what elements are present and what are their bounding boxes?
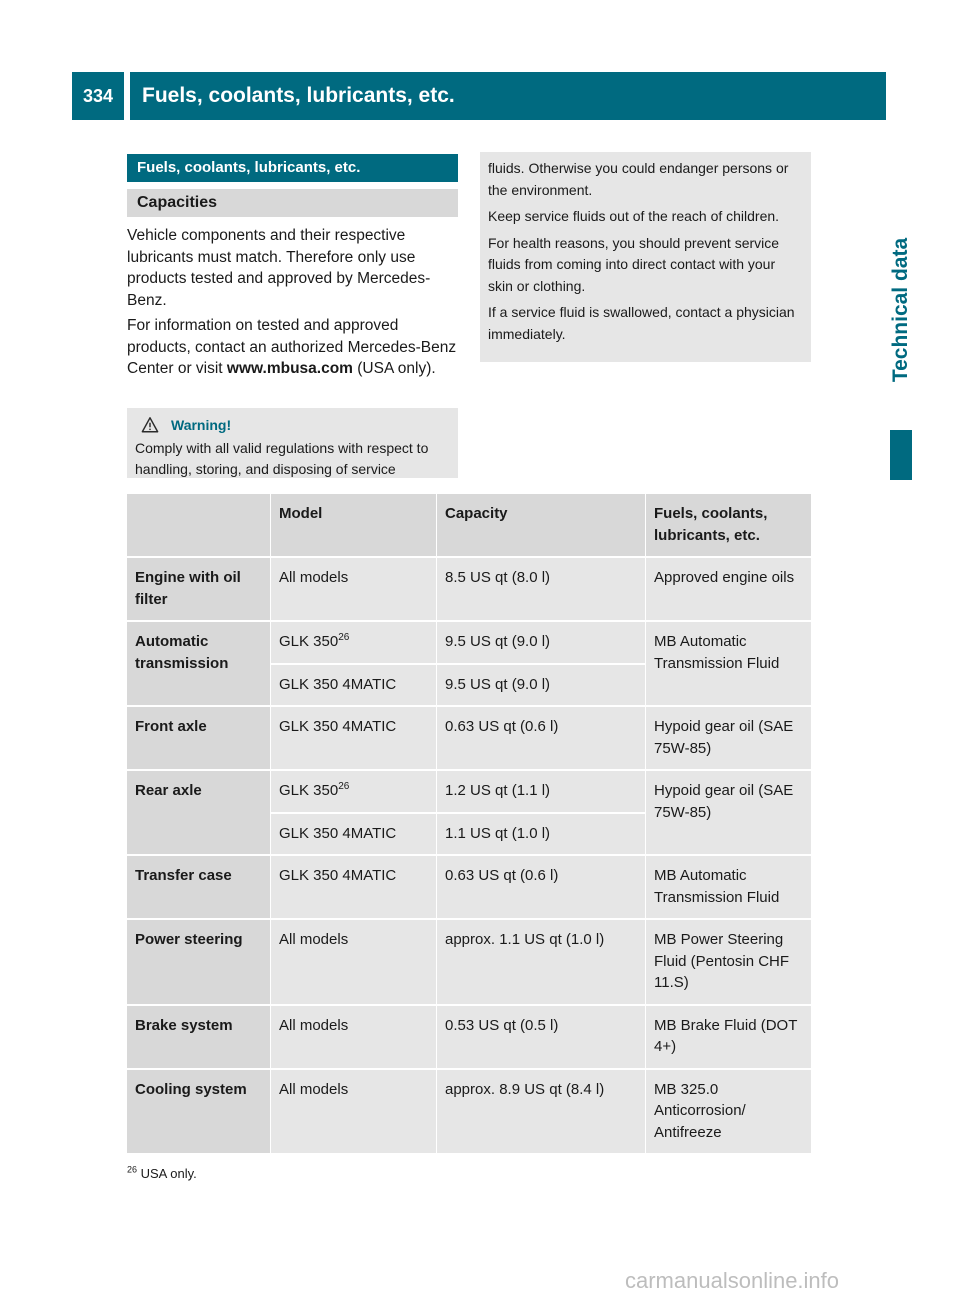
page-number: 334	[72, 72, 124, 120]
table-header-fluids: Fuels, coolants, lubricants, etc.	[645, 494, 811, 558]
side-tab	[890, 200, 912, 420]
model-cell: GLK 350 4MATIC	[270, 814, 436, 857]
model-cell: GLK 350 4MATIC	[270, 665, 436, 708]
capacity-cell: approx. 8.9 US qt (8.4 l)	[436, 1070, 645, 1156]
component-cell: Power steering	[127, 920, 270, 1006]
section-subtitle: Capacities	[127, 189, 458, 217]
capacity-cell: 0.63 US qt (0.6 l)	[436, 707, 645, 771]
intro-paragraph: Vehicle components and their respective lubricants must match. Therefore only use products tested and approved by Mercedes-Benz.	[127, 227, 431, 309]
table-header-model: Model	[270, 494, 436, 558]
footnote-ref: 26	[338, 632, 350, 643]
component-cell: Brake system	[127, 1006, 270, 1070]
warning-text: Comply with all valid regulations with respect to handling, storing, and disposing of service	[135, 440, 429, 477]
table-row	[127, 707, 811, 771]
warning-continuation-box	[480, 152, 811, 362]
footnote-text: USA only.	[137, 1166, 197, 1181]
warning-box	[127, 408, 458, 478]
component-cell: Automatic transmission	[127, 622, 270, 707]
warning-cont-p4: If a service fluid is swallowed, contact a physician immediately.	[488, 304, 795, 342]
capacity-cell: 0.53 US qt (0.5 l)	[436, 1006, 645, 1070]
model-cell: All models	[270, 558, 436, 622]
table-header-capacity: Capacity	[436, 494, 645, 558]
watermark: carmanualsonline.info	[625, 1268, 840, 1293]
component-cell: Rear axle	[127, 771, 270, 856]
model-cell	[270, 622, 436, 665]
info-paragraph	[127, 315, 460, 380]
capacity-cell: 0.63 US qt (0.6 l)	[436, 856, 645, 920]
table-row	[127, 558, 811, 622]
page-header-title: Fuels, coolants, lubricants, etc.	[130, 72, 886, 120]
fluid-cell: Hypoid gear oil (SAE 75W-85)	[645, 771, 811, 856]
capacities-table	[127, 494, 811, 1155]
side-tab-label: Technical data	[889, 237, 912, 383]
footnote-mark: 26	[127, 1164, 138, 1175]
side-tab-marker	[890, 430, 912, 480]
model-cell: All models	[270, 1006, 436, 1070]
capacity-cell: approx. 1.1 US qt (1.0 l)	[436, 920, 645, 1006]
fluid-cell: MB Brake Fluid (DOT 4+)	[645, 1006, 811, 1070]
fluid-cell: MB Power Steering Fluid (Pentosin CHF 11.S)	[645, 920, 811, 1006]
warning-cont-p2: Keep service fluids out of the reach of children.	[488, 208, 780, 224]
model-text: GLK 350	[279, 782, 339, 799]
model-cell: All models	[270, 920, 436, 1006]
table-row	[127, 771, 811, 814]
model-cell: GLK 350 4MATIC	[270, 707, 436, 771]
capacity-cell: 9.5 US qt (9.0 l)	[436, 622, 645, 665]
fluid-cell: MB 325.0 Anticorrosion/ Antifreeze	[645, 1070, 811, 1156]
model-cell: All models	[270, 1070, 436, 1156]
table-header-empty	[127, 494, 270, 558]
component-cell: Cooling system	[127, 1070, 270, 1156]
capacity-cell: 1.2 US qt (1.1 l)	[436, 771, 645, 814]
table-row	[127, 622, 811, 665]
warning-header	[141, 414, 450, 436]
fluid-cell: Hypoid gear oil (SAE 75W-85)	[645, 707, 811, 771]
capacity-cell: 1.1 US qt (1.0 l)	[436, 814, 645, 857]
capacity-cell: 8.5 US qt (8.0 l)	[436, 558, 645, 622]
footnote	[127, 1166, 197, 1181]
table-row	[127, 1070, 811, 1156]
warning-triangle-icon	[141, 416, 159, 434]
component-cell: Transfer case	[127, 856, 270, 920]
info-text-end: (USA only).	[352, 360, 436, 377]
website-link[interactable]: www.mbusa.com	[226, 360, 353, 377]
capacity-cell: 9.5 US qt (9.0 l)	[436, 665, 645, 708]
warning-cont-p1: fluids. Otherwise you could endanger persons or the environment.	[488, 160, 789, 198]
fluid-cell: Approved engine oils	[645, 558, 811, 622]
warning-cont-p3: For health reasons, you should prevent service fluids from coming into direct contact with your skin or clothing.	[488, 234, 780, 294]
footnote-ref: 26	[338, 781, 350, 792]
info-text: For information on tested and approved products, contact an authorized Mercedes-Benz Center or visit	[127, 317, 457, 377]
model-cell	[270, 771, 436, 814]
table-header-row	[127, 494, 811, 558]
fluid-cell: MB Automatic Transmission Fluid	[645, 856, 811, 920]
table-row	[127, 1006, 811, 1070]
component-cell: Front axle	[127, 707, 270, 771]
component-cell: Engine with oil filter	[127, 558, 270, 622]
table-row	[127, 856, 811, 920]
table-row	[127, 920, 811, 1006]
model-cell: GLK 350 4MATIC	[270, 856, 436, 920]
section-title: Fuels, coolants, lubricants, etc.	[127, 154, 458, 182]
warning-title: Warning!	[171, 417, 232, 433]
model-text: GLK 350	[279, 633, 339, 650]
fluid-cell: MB Automatic Transmission Fluid	[645, 622, 811, 707]
